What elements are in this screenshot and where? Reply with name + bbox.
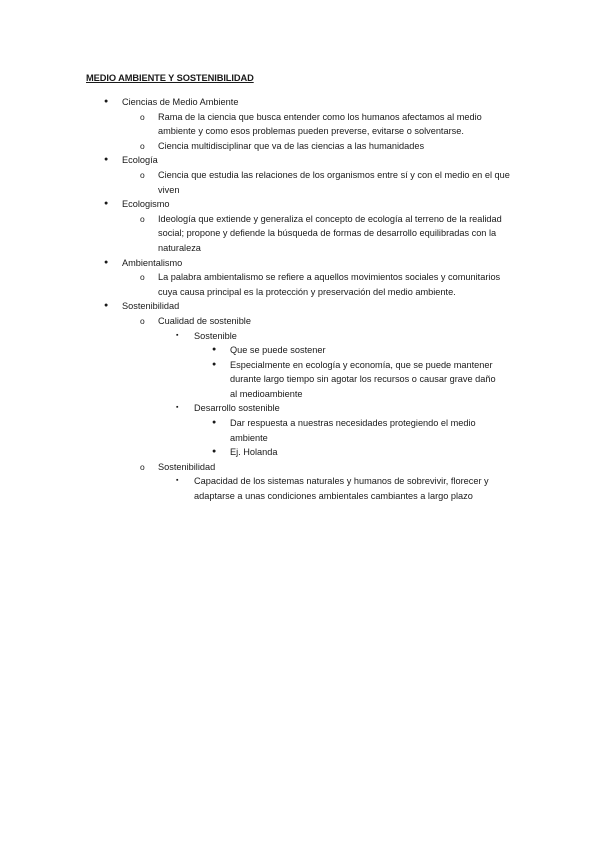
subsection-heading: Sostenible (194, 330, 237, 341)
bullet-icon: o (140, 213, 145, 224)
list-item-text: Especialmente en ecología y economía, que se puede mantener durante largo tiempo sin agotar los recursos o causar grave daño al medioambiente (230, 359, 496, 399)
document-title: MEDIO AMBIENTE Y SOSTENIBILIDAD (86, 73, 254, 83)
list-item (0, 95, 599, 110)
list-item-text: Ciencia que estudia las relaciones de los organismos entre sí y con el medio en el que viven (158, 169, 510, 195)
list-item (0, 256, 599, 271)
list-item (0, 110, 599, 139)
bullet-icon: o (140, 461, 145, 472)
outline-list (0, 95, 599, 504)
subsection-heading: Sostenibilidad (158, 461, 216, 472)
list-item (0, 270, 599, 299)
list-item-text: Ej. Holanda (230, 447, 278, 458)
list-item (0, 212, 599, 256)
list-item-text: Capacidad de los sistemas naturales y humanos de sobrevivir, florecer y adaptarse a unas condiciones ambientales cambiantes a largo plazo (194, 476, 489, 502)
list-item (0, 343, 599, 358)
bullet-icon: ● (104, 156, 109, 164)
bullet-icon: ▪ (176, 331, 179, 339)
bullet-icon: o (140, 315, 145, 326)
list-item-text: La palabra ambientalismo se refiere a aquellos movimientos sociales y comunitarios cuya causa principal es la protección y preservación del medio ambiente. (158, 272, 501, 297)
list-item (0, 314, 599, 329)
bullet-icon: ● (104, 200, 109, 208)
list-item-text: Ideología que extiende y generaliza el concepto de ecología al terreno de la realidad social; propone y defiende la búsqueda de formas de desarrollo equilibradas con la naturaleza (158, 213, 502, 253)
list-item-text: Dar respuesta a nuestras necesidades protegiendo el medio ambiente (230, 418, 476, 443)
list-item (0, 445, 599, 460)
bullet-icon: o (140, 111, 145, 122)
bullet-icon: ● (104, 258, 109, 266)
section-heading: Ambientalismo (122, 257, 183, 268)
list-item (0, 153, 599, 168)
bullet-icon: ● (212, 419, 217, 427)
list-item (0, 139, 599, 154)
bullet-icon: ● (104, 302, 109, 310)
bullet-icon: ● (212, 360, 217, 368)
bullet-icon: ● (212, 448, 217, 456)
bullet-icon: ▪ (176, 404, 179, 412)
section-heading: Ciencias de Medio Ambiente (122, 97, 239, 107)
list-item (0, 358, 599, 402)
section-heading: Ecología (122, 155, 158, 166)
list-item (0, 474, 599, 503)
bullet-icon: o (140, 140, 145, 151)
bullet-icon: ● (212, 346, 217, 354)
list-item (0, 329, 599, 344)
list-item (0, 460, 599, 475)
list-item (0, 299, 599, 314)
bullet-icon: o (140, 169, 145, 180)
list-item (0, 168, 599, 197)
list-item (0, 401, 599, 416)
section-heading: Sostenibilidad (122, 301, 180, 312)
list-item-text: Rama de la ciencia que busca entender como los humanos afectamos al medio ambiente y como esos problemas pueden preverse, evitarse o solventarse. (158, 111, 482, 137)
subsection-heading: Cualidad de sostenible (158, 315, 251, 326)
section-heading: Ecologismo (122, 199, 170, 210)
bullet-icon: ● (104, 98, 109, 105)
list-item-text: Ciencia multidisciplinar que va de las ciencias a las humanidades (158, 140, 425, 151)
list-item (0, 416, 599, 445)
bullet-icon: o (140, 272, 145, 283)
subsection-heading: Desarrollo sostenible (194, 403, 280, 414)
list-item-text: Que se puede sostener (230, 345, 326, 356)
list-item (0, 197, 599, 212)
bullet-icon: ▪ (176, 477, 179, 485)
